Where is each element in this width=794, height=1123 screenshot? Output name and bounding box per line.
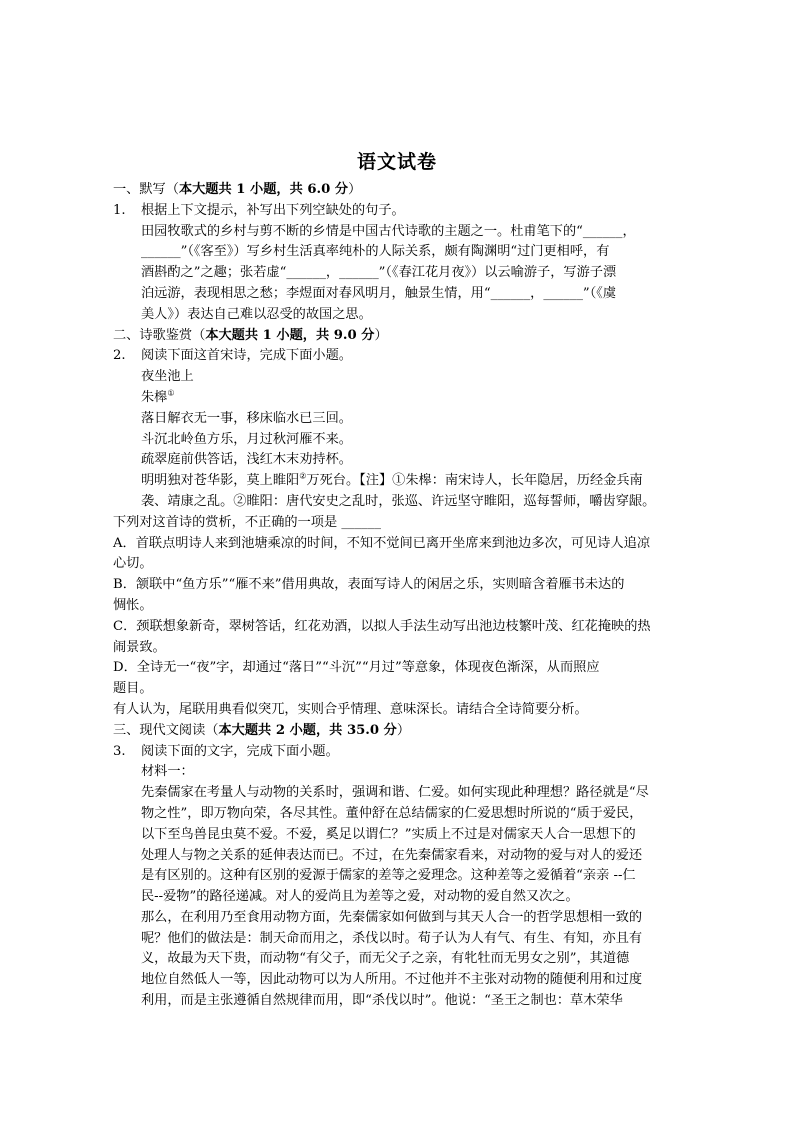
passage-line: ______”（《客至》）写乡村生活真率纯朴的人际关系，颇有陶渊明“过门更相呼，有: [141, 244, 610, 260]
question-number: 2.: [113, 348, 126, 364]
poem-line: 斗沉北岭鱼方乐，月过秋河雁不来。: [141, 431, 352, 447]
section-suffix: ）: [374, 327, 388, 343]
question-stem: 阅读下面的文字，完成下面小题。: [141, 743, 339, 759]
passage-line: 处理人与物之关系的延伸表达而已。不过，在先秦儒家看来，对动物的爱与对人的爱还: [141, 847, 643, 863]
footnote-mark: ②: [299, 471, 307, 481]
option-b-cont: 惆怅。: [113, 597, 153, 613]
question-stem: 根据上下文提示，补写出下列空缺处的句子。: [141, 202, 405, 218]
section-heading-1: [113, 180, 685, 201]
question-3: [113, 742, 685, 1012]
option-a: A．首联点明诗人来到池塘乘凉的时间，不知不觉间已离开坐席来到池边多次，可见诗人追凉: [113, 535, 651, 551]
section-suffix: ）: [348, 182, 362, 197]
section-heading-2: [113, 326, 685, 347]
question-stem: 阅读下面这首宋诗，完成下面小题。: [141, 348, 352, 364]
watermark: [668, 761, 788, 787]
passage-line: 酒斟酌之”之趣；张若虚“______，______”（《春江花月夜》）以云喻游子，写游子漂: [141, 265, 617, 281]
passage-line: 泊远游，表现相思之愁；李煜面对春风明月，触景生情，用“______，______”（《虞: [141, 285, 617, 301]
section-prefix: 三、现代文阅读（: [113, 722, 219, 738]
passage-line: 先秦儒家在考量人与动物的关系时，强调和谐、仁爱。如何实现此种理想？路径就是“尽: [141, 785, 649, 801]
passage-line: 物之性”，即万物向荣，各尽其性。董仲舒在总结儒家的仁爱思想时所说的“质于爱民，: [141, 805, 643, 821]
section-prefix: 一、默写（: [113, 182, 179, 197]
section-prefix: 二、诗歌鉴赏（: [113, 327, 206, 343]
poem-note: 袭、靖康之乱。②睢阳：唐代安史之乱时，张巡、许远坚守睢阳，巡每誓师，嚼齿穿龈。: [141, 493, 656, 509]
section-heading-3: [113, 721, 685, 742]
section-info: 本大题共 1 小题，共 9.0 分: [205, 327, 375, 343]
question-1: [113, 201, 685, 326]
sub-question-2: 有人认为，尾联用典看似突兀，实则合乎情理、意味深长。请结合全诗简要分析。: [113, 701, 588, 717]
passage-line: 是有区别的。这种有区别的爱源于儒家的差等之爱理念。这种差等之爱循着“亲亲 --仁: [141, 868, 636, 884]
option-d-cont: 题目。: [113, 681, 153, 697]
passage-line: 那么，在利用乃至食用动物方面，先秦儒家如何做到与其天人合一的哲学思想相一致的: [141, 909, 643, 925]
poem-title: 夜坐池上: [141, 369, 194, 385]
poem-text: 万死台。【注】①朱槔：南宋诗人，长年隐居，历经金兵南: [306, 473, 643, 489]
section-info: 本大题共 2 小题，共 35.0 分: [218, 722, 397, 738]
passage-line: 美人》）表达自己难以忍受的故国之思。: [141, 306, 372, 322]
option-d: D．全诗无一“夜”字，却通过“落日”“斗沉”“月过”等意象，体现夜色渐深，从而照应: [113, 660, 600, 676]
question-number: 3.: [113, 743, 126, 759]
passage-line: 义，故最为天下贵，而动物“有父子，而无父子之亲，有牝牡而无男女之别”，其道德: [141, 951, 630, 967]
poem-text: 明明独对苍华影，莫上睢阳: [141, 473, 300, 489]
poem-author: [141, 388, 685, 409]
poem-line: 落日解衣无一事，移床临水已三回。: [141, 410, 352, 426]
footnote-mark: ①: [167, 388, 175, 398]
passage-line: 民--爱物”的路径递减。对人的爱尚且为差等之爱，对动物的爱自然又次之。: [141, 889, 579, 905]
page-title: 语文试卷: [356, 151, 437, 173]
passage-line: 以下至鸟兽昆虫莫不爱。不爱，奚足以谓仁？”实质上不过是对儒家天人合一思想下的: [141, 826, 636, 842]
exam-content: [113, 180, 685, 1012]
question-number: 1.: [113, 202, 126, 218]
passage-line: 田园牧歌式的乡村与剪不断的乡情是中国古代诗歌的主题之一。杜甫笔下的“______，: [141, 223, 636, 239]
option-c-cont: 闹景致。: [113, 639, 166, 655]
passage-line: 地位自然低人一等，因此动物可以为人所用。不过他并不主张对动物的随便利用和过度: [141, 972, 643, 988]
sub-question-ask: 下列对这首诗的赏析，不正确的一项是 ______: [113, 514, 381, 530]
author-name: 朱槔: [141, 389, 168, 405]
poem-line: [141, 471, 685, 492]
option-c: C．颈联想象新奇，翠树答话，红花劝酒，以拟人手法生动写出池边枝繁叶茂、红花掩映的热: [113, 618, 651, 634]
poem-line: 疏翠庭前供答话，浅红木末劝持杯。: [141, 452, 352, 468]
question-2: [113, 346, 685, 512]
option-b: B．颔联中“鱼方乐”“雁不来”借用典故，表面写诗人的闲居之乐，实则暗含着雁书未达的: [113, 577, 625, 593]
material-label: 材料一：: [141, 764, 194, 780]
passage-line: 呢？他们的做法是：制天命而用之，杀伐以时。荀子认为人有气、有生、有知，亦且有: [141, 930, 643, 946]
section-suffix: ）: [396, 722, 411, 738]
passage-line: 利用，而是主张遵循自然规律而用，即“杀伐以时”。他说：“圣王之制也：草木荣华: [141, 993, 623, 1009]
section-info: 本大题共 1 小题，共 6.0 分: [178, 182, 349, 197]
option-a-cont: 心切。: [113, 556, 153, 572]
